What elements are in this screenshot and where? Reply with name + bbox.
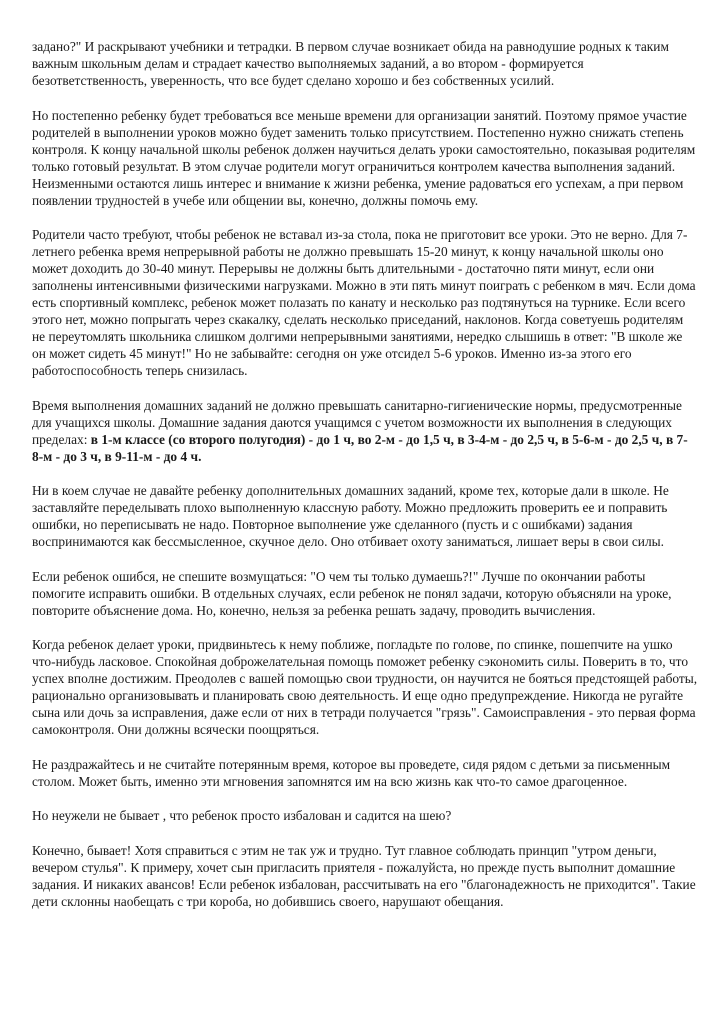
- paragraph-1: [32, 38, 698, 89]
- paragraph-10-text: Конечно, бывает! Хотя справиться с этим не так уж и трудно. Тут главное соблюдать принцип "утром деньги, вечером стулья". К примеру, хочет сын пригласить приятеля - пожалуйста, но прежде пусть выполнит домашние задания. И никаких авансов! Если ребенок избалован, рассчитывать на его "благонадежность не приходится". Такие дети склонны наобещать с три короба, но добившись своего, нарушают обещания.: [32, 842, 696, 909]
- paragraph-8-text: Не раздражайтесь и не считайте потерянным время, которое вы проведете, сидя рядом с детьми за письменным столом. Может быть, именно эти мгновения запомнятся им на всю жизнь как что-то самое драгоценное.: [32, 756, 671, 789]
- paragraph-1-text: задано?" И раскрывают учебники и тетрадки. В первом случае возникает обида на равнодушие родных к таким важным школьным делам и страдает качество выполняемых заданий, а во втором - формируется безответственность, уверенность, что все будет сделано хорошо и без собственных усилий.: [32, 39, 669, 88]
- paragraph-6: [32, 568, 698, 619]
- paragraph-8: [32, 756, 698, 790]
- paragraph-2-text: Но постепенно ребенку будет требоваться все меньше времени для организации занятий. Поэтому прямое участие родителей в выполнении уроков можно будет заменить только присутствием. Постепенно нужно снижать степень контроля. К концу начальной школы ребенок должен научиться делать уроки самостоятельно, показывая родителям только готовый результат. В этом случае родители могут ограничиться контролем качества выполнения заданий. Неизменными остаются лишь интерес и внимание к жизни ребенка, умение радоваться его успехам, а при первом появлении трудностей в учебе или общении вы, конечно, должны помочь ему.: [32, 107, 696, 208]
- paragraph-4-bold-norms: в 1-м классе (со второго полугодия) - до 1 ч, во 2-м - до 1,5 ч, в 3-4-м - до 2,5 ч, в 5-6-м - до 2,5 ч, в 7-8-м - до 3 ч, в 9-11-м - до 4 ч.: [32, 431, 688, 464]
- paragraph-10: [32, 842, 698, 910]
- paragraph-3: [32, 226, 698, 379]
- paragraph-4: [32, 397, 698, 465]
- paragraph-3-text: Родители часто требуют, чтобы ребенок не вставал из-за стола, пока не приготовит все уроки. Это не верно. Для 7-летнего ребенка время непрерывной работы не должно превышать 15-20 минут, к концу начальной школы оно может доходить до 30-40 минут. Перерывы не должны быть длительными - достаточно пяти минут, если они заполнены интенсивными физическими нагрузками. Можно в эти пять минут поиграть с ребенком в мяч. Если дома есть спортивный комплекс, ребенок может полазать по канату и несколько раз подтянуться на турнике. Если всего этого нет, можно попрыгать через скакалку, сделать несколько приседаний, наклонов. Когда советуешь родителям не переутомлять школьника слишком долгими непрерывными занятиями, нередко слышишь в ответ: "В школе же он может сидеть 45 минут!" Но не забывайте: сегодня он уже отсидел 5-6 уроков. Именно из-за этого его работоспособность теперь снизилась.: [32, 227, 696, 378]
- paragraph-4-text: Время выполнения домашних заданий не должно превышать санитарно-гигиенические нормы, предусмотренные для учащихся школы. Домашние задания даются учащимся с учетом возможности их выполнения в следующих пределах:: [32, 397, 682, 447]
- paragraph-7-text: Когда ребенок делает уроки, придвиньтесь к нему поближе, погладьте по голове, по спинке, пошепчите на ушко что-нибудь ласковое. Спокойная доброжелательная помощь поможет ребенку сэкономить силы. Поверить в то, что успех вполне достижим. Преодолев с вашей помощью свои трудности, он научится не бояться предстоящей работы, рационально организовывать и планировать свою деятельность. И еще одно предупреждение. Никогда не ругайте сына или дочь за исправления, даже если от них в тетради получается "грязь". Самоисправления - это первая форма самоконтроля. Они должны всячески поощряться.: [32, 637, 698, 737]
- paragraph-2: [32, 107, 698, 209]
- paragraph-9: [32, 807, 698, 824]
- paragraph-5: [32, 482, 698, 550]
- paragraph-9-text: Но неужели не бывает , что ребенок просто избалован и садится на шею?: [32, 808, 452, 823]
- paragraph-6-text: Если ребенок ошибся, не спешите возмущаться: "О чем ты только думаешь?!" Лучше по окончании работы помогите исправить ошибки. В отдельных случаях, если ребенок не понял задачи, которую объясняли на уроке, повторите объяснение дома. Но, конечно, нельзя за ребенка решать задачу, проводить вычисления.: [32, 568, 672, 618]
- paragraph-7: [32, 636, 698, 738]
- paragraph-5-text: Ни в коем случае не давайте ребенку дополнительных домашних заданий, кроме тех, которые дали в школе. Не заставляйте переделывать плохо выполненную классную работу. Можно предложить проверить ее и поправить ошибки, но переписывать не надо. Повторное выполнение уже сделанного (пусть и с ошибками) задания воспринимаются как бессмысленное, скучное дело. Оно отбивает охоту заниматься, лишает веры в свои силы.: [32, 483, 669, 549]
- document-page: [32, 38, 698, 927]
